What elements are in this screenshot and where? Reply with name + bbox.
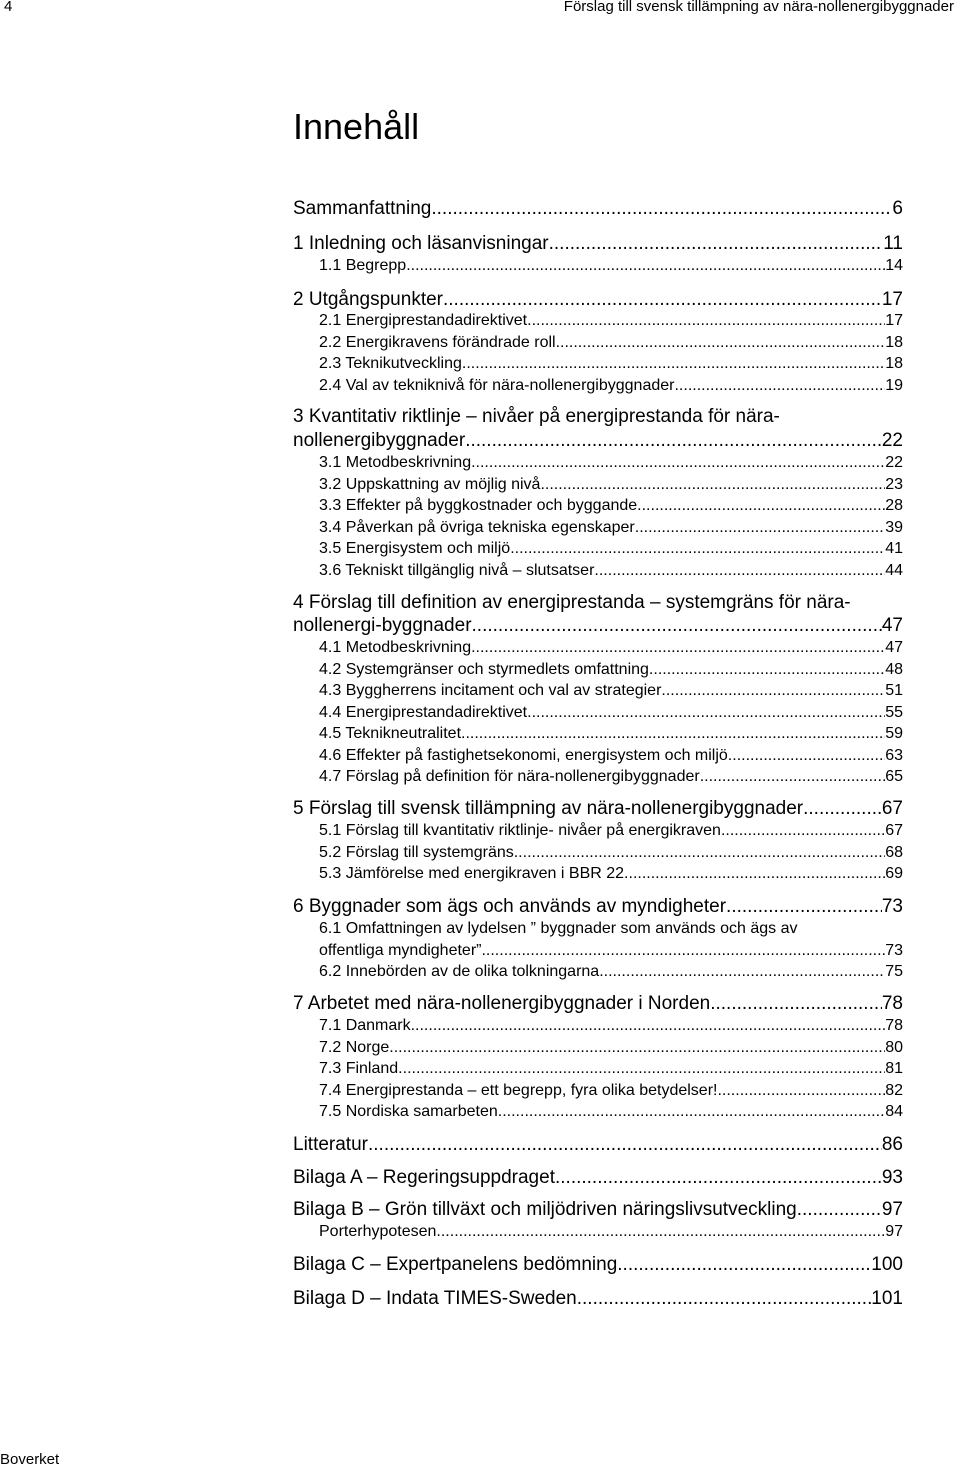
toc-entry[interactable]: Bilaga C – Expertpanelens bedömning ..... 100 <box>293 1254 903 1276</box>
toc-entry[interactable]: 1.1 Begrepp ..... 14 <box>293 256 903 276</box>
toc-entry[interactable]: Bilaga D – Indata TIMES-Sweden ..... 101 <box>293 1288 903 1310</box>
toc-entry[interactable]: nollenergibyggnader ..... 22 <box>293 430 903 452</box>
toc-entry[interactable]: 5.2 Förslag till systemgräns ..... 68 <box>293 843 903 863</box>
toc-entry[interactable]: 4.4 Energiprestandadirektivet ..... 55 <box>293 703 903 723</box>
toc-entry[interactable]: 3.1 Metodbeskrivning ..... 22 <box>293 453 903 473</box>
toc-entry[interactable]: 3.6 Tekniskt tillgänglig nivå – slutsatser ..... 44 <box>293 561 903 581</box>
running-title: Förslag till svensk tillämpning av nära-nollenergibyggnader <box>563 0 954 15</box>
toc-entry[interactable]: 6 Byggnader som ägs och används av myndigheter ..... 73 <box>293 896 903 918</box>
toc-entry[interactable]: 7.1 Danmark ..... 78 <box>293 1016 903 1036</box>
toc-entry[interactable]: 7 Arbetet med nära-nollenergibyggnader i Norden ..... 78 <box>293 993 903 1015</box>
toc-entry[interactable]: 3.5 Energisystem och miljö ..... 41 <box>293 539 903 559</box>
toc-entry[interactable]: 7.4 Energiprestanda – ett begrepp, fyra olika betydelser! ..... 82 <box>293 1081 903 1101</box>
toc-entry[interactable]: 3.4 Påverkan på övriga tekniska egenskaper ..... 39 <box>293 518 903 538</box>
toc-entry-line1: 3 Kvantitativ riktlinje – nivåer på energiprestanda för nära- <box>293 406 780 427</box>
toc-entry[interactable]: 4.7 Förslag på definition för nära-nollenergibyggnader ..... 65 <box>293 767 903 787</box>
toc-entry[interactable]: 4.5 Teknikneutralitet ..... 59 <box>293 724 903 744</box>
toc-entry[interactable]: 6.2 Innebörden av de olika tolkningarna ..... 75 <box>293 962 903 982</box>
toc-entry[interactable]: 4.2 Systemgränser och styrmedlets omfattning ..... 48 <box>293 660 903 680</box>
toc-entry[interactable]: 7.3 Finland ..... 81 <box>293 1059 903 1079</box>
publisher-footer: Boverket <box>0 1451 60 1468</box>
toc-entry[interactable]: 2 Utgångspunkter ..... 17 <box>293 289 903 311</box>
toc-entry[interactable]: 7.5 Nordiska samarbeten ..... 84 <box>293 1102 903 1122</box>
toc-entry[interactable]: 2.3 Teknikutveckling ..... 18 <box>293 354 903 374</box>
toc-entry[interactable]: 5 Förslag till svensk tillämpning av nära-nollenergibyggnader ..... 67 <box>293 798 903 820</box>
toc-entry[interactable]: Porterhypotesen ..... 97 <box>293 1222 903 1242</box>
toc-entry[interactable]: 3.2 Uppskattning av möjlig nivå ..... 23 <box>293 475 903 495</box>
toc-entry[interactable]: Bilaga A – Regeringsuppdraget ..... 93 <box>293 1167 903 1189</box>
toc-entry[interactable]: 5.1 Förslag till kvantitativ riktlinje- nivåer på energikraven ..... 67 <box>293 821 903 841</box>
toc-entry[interactable]: 5.3 Jämförelse med energikraven i BBR 22 ..... 69 <box>293 864 903 884</box>
toc-entry[interactable]: 3.3 Effekter på byggkostnader och byggande ..... 28 <box>293 496 903 516</box>
toc-entry[interactable]: 2.4 Val av tekniknivå för nära-nollenergibyggnader ..... 19 <box>293 376 903 396</box>
toc-entry[interactable]: 4.6 Effekter på fastighetsekonomi, energisystem och miljö ..... 63 <box>293 746 903 766</box>
toc-entry[interactable]: 2.1 Energiprestandadirektivet ..... 17 <box>293 311 903 331</box>
toc-entry[interactable]: 4.3 Byggherrens incitament och val av strategier ..... 51 <box>293 681 903 701</box>
toc-entry[interactable]: nollenergi-byggnader ..... 47 <box>293 615 903 637</box>
toc-entry[interactable]: Sammanfattning ..... 6 <box>293 198 903 220</box>
toc-entry[interactable]: offentliga myndigheter” ..... 73 <box>293 941 903 961</box>
toc-entry[interactable]: 1 Inledning och läsanvisningar ..... 11 <box>293 233 903 255</box>
toc-entry[interactable]: 4.1 Metodbeskrivning ..... 47 <box>293 638 903 658</box>
toc-entry[interactable]: Bilaga B – Grön tillväxt och miljödriven näringslivsutveckling ..... 97 <box>293 1199 903 1221</box>
toc-entry[interactable]: 2.2 Energikravens förändrade roll ..... 18 <box>293 333 903 353</box>
toc-entry-line1: 6.1 Omfattningen av lydelsen ” byggnader som används och ägs av <box>319 920 798 937</box>
toc-entry-line1: 4 Förslag till definition av energiprestanda – systemgräns för nära- <box>293 592 851 613</box>
toc-entry[interactable]: Litteratur ..... 86 <box>293 1134 903 1156</box>
toc-heading: Innehåll <box>293 106 420 147</box>
page-number: 4 <box>4 0 13 15</box>
toc-entry[interactable]: 7.2 Norge ..... 80 <box>293 1038 903 1058</box>
